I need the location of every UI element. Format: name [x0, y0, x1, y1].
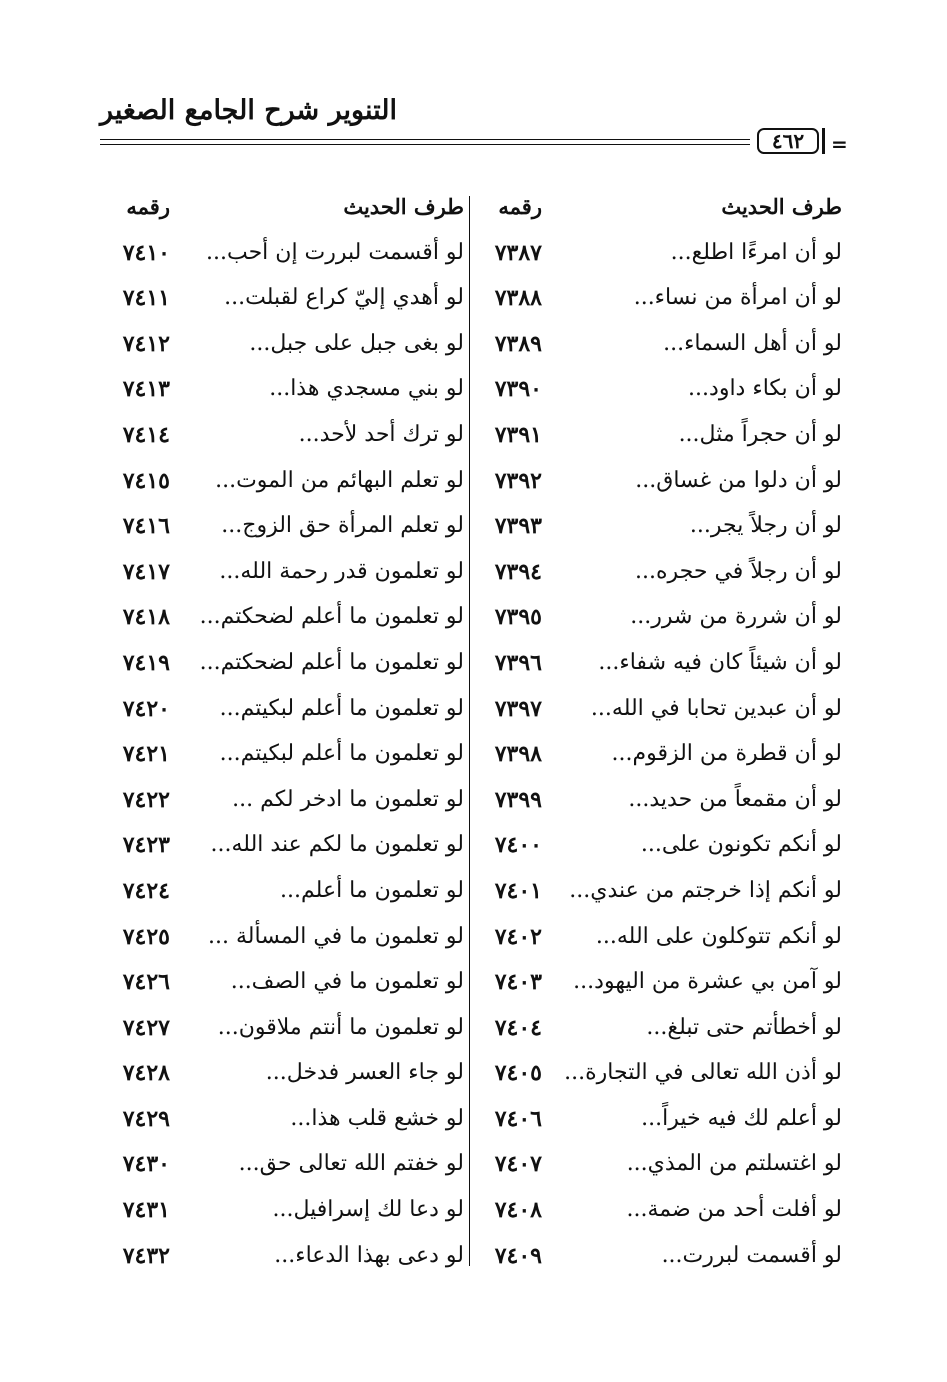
- hadith-number-right: ٧٣٩١: [494, 421, 542, 448]
- hadith-text-right: لو أقسمت لبررت...: [661, 1242, 842, 1268]
- table-row: [100, 509, 842, 555]
- hadith-index-table: [100, 190, 842, 1284]
- hadith-number-left: ٧٤١٦: [122, 513, 170, 540]
- hadith-number-right: ٧٤٠٦: [494, 1105, 542, 1132]
- hadith-text-right: لو آمن بي عشرة من اليهود...: [573, 969, 842, 995]
- page-number-frame: [757, 128, 819, 154]
- hadith-text-left: لو تعلمون ما لكم عند الله...: [210, 832, 464, 858]
- hadith-number-right: ٧٣٩٢: [494, 467, 542, 494]
- table-row: [100, 1056, 842, 1102]
- hadith-number-right: ٧٤٠١: [494, 877, 542, 904]
- hadith-text-right: لو أن رجلاً يجر...: [689, 513, 842, 539]
- hadith-text-right: لو أن شررة من شرر...: [630, 604, 842, 630]
- table-header-row: [100, 190, 842, 236]
- hadith-number-right: ٧٣٩٥: [494, 604, 542, 631]
- table-row: [100, 965, 842, 1011]
- page-number: ٤٦٢: [771, 129, 805, 153]
- hadith-number-left: ٧٤١٠: [122, 239, 170, 266]
- hadith-number-left: ٧٤٢٠: [122, 695, 170, 722]
- header-hadith-text-right: طرف الحديث: [721, 194, 842, 219]
- hadith-number-left: ٧٤٢١: [122, 741, 170, 768]
- hadith-text-right: لو أن مقمعاً من حديد...: [628, 786, 842, 812]
- hadith-text-right: لو أن بكاء داود...: [688, 376, 842, 402]
- hadith-number-left: ٧٤٢٨: [122, 1060, 170, 1087]
- table-row: [100, 874, 842, 920]
- hadith-text-right: لو أذن الله تعالى في التجارة...: [564, 1060, 842, 1086]
- hadith-number-right: ٧٤٠٣: [494, 969, 542, 996]
- hadith-text-left: لو بني مسجدي هذا...: [269, 376, 464, 402]
- hadith-text-left: لو تعلمون ما أعلم لضحكتم...: [199, 649, 464, 675]
- hadith-text-left: لو تعلمون ما أعلم لبكيتم...: [219, 695, 464, 721]
- hadith-number-left: ٧٤١٥: [122, 467, 170, 494]
- hadith-text-left: لو تعلمون ما في المسألة ...: [208, 923, 464, 949]
- hadith-text-left: لو دعا لك إسرافيل...: [272, 1197, 464, 1223]
- hadith-number-left: ٧٤٢٢: [122, 786, 170, 813]
- page-number-mark: =: [831, 132, 848, 156]
- hadith-number-right: ٧٣٩٣: [494, 513, 542, 540]
- table-row: [100, 920, 842, 966]
- hadith-text-left: لو تعلمون ما ادخر لكم ...: [232, 786, 464, 812]
- hadith-number-right: ٧٣٩٤: [494, 558, 542, 585]
- table-row: [100, 1147, 842, 1193]
- hadith-text-right: لو أن امرءًا اطلع...: [670, 239, 842, 265]
- hadith-number-right: ٧٣٩٧: [494, 695, 542, 722]
- hadith-number-left: ٧٤٢٦: [122, 969, 170, 996]
- header-hadith-number-left: رقمه: [126, 194, 170, 219]
- table-row: [100, 783, 842, 829]
- hadith-text-right: لو أن أهل السماء...: [663, 330, 842, 356]
- hadith-number-right: ٧٣٨٨: [494, 285, 542, 312]
- table-row: [100, 828, 842, 874]
- hadith-number-left: ٧٤٢٣: [122, 832, 170, 859]
- hadith-text-right: لو أنكم إذا خرجتم من عندي...: [569, 877, 842, 903]
- table-row: [100, 1011, 842, 1057]
- hadith-text-right: لو أن حجراً مثل...: [678, 421, 842, 447]
- hadith-number-right: ٧٣٩٦: [494, 649, 542, 676]
- table-row: [100, 327, 842, 373]
- table-row: [100, 600, 842, 646]
- hadith-number-right: ٧٤٠٨: [494, 1197, 542, 1224]
- hadith-text-right: لو أنكم تتوكلون على الله...: [595, 923, 842, 949]
- hadith-text-right: لو أعلم لك فيه خيراً...: [641, 1105, 842, 1131]
- table-row: [100, 1239, 842, 1285]
- hadith-text-right: لو أن امرأة من نساء...: [633, 285, 842, 311]
- hadith-text-left: لو أهدي إليّ كراع لقبلت...: [224, 285, 464, 311]
- hadith-number-right: ٧٤٠٠: [494, 832, 542, 859]
- hadith-number-right: ٧٤٠٥: [494, 1060, 542, 1087]
- hadith-text-left: لو ترك أحد لأحد...: [298, 421, 464, 447]
- hadith-text-left: لو تعلمون ما أعلم لبكيتم...: [219, 741, 464, 767]
- table-row: [100, 1102, 842, 1148]
- hadith-text-right: لو أن عبدين تحابا في الله...: [590, 695, 842, 721]
- hadith-number-right: ٧٣٩٠: [494, 376, 542, 403]
- hadith-number-left: ٧٤١٨: [122, 604, 170, 631]
- table-row: [100, 555, 842, 601]
- table-row: [100, 646, 842, 692]
- page-header: [100, 95, 848, 156]
- hadith-text-left: لو تعلمون ما أعلم لضحكتم...: [199, 604, 464, 630]
- hadith-number-right: ٧٣٩٨: [494, 741, 542, 768]
- hadith-text-left: لو تعلمون ما في الصف...: [230, 969, 464, 995]
- hadith-number-left: ٧٤١٢: [122, 330, 170, 357]
- hadith-text-left: لو تعلمون ما أنتم ملاقون...: [217, 1014, 464, 1040]
- hadith-text-left: لو دعى بهذا الدعاء...: [274, 1242, 464, 1268]
- table-row: [100, 236, 842, 282]
- hadith-number-right: ٧٤٠٤: [494, 1014, 542, 1041]
- hadith-number-left: ٧٤٢٤: [122, 877, 170, 904]
- hadith-number-right: ٧٤٠٧: [494, 1151, 542, 1178]
- hadith-text-right: لو أنكم تكونون على...: [640, 832, 842, 858]
- hadith-number-right: ٧٣٨٩: [494, 330, 542, 357]
- hadith-number-left: ٧٤٢٧: [122, 1014, 170, 1041]
- hadith-number-left: ٧٤٢٥: [122, 923, 170, 950]
- table-row: [100, 737, 842, 783]
- hadith-text-left: لو خفتم الله تعالى حق...: [238, 1151, 464, 1177]
- header-rule-top: [100, 139, 750, 140]
- table-row: [100, 1193, 842, 1239]
- hadith-text-left: لو تعلمون قدر رحمة الله...: [219, 558, 464, 584]
- header-rule-bottom: [100, 144, 750, 145]
- hadith-number-left: ٧٤١١: [122, 285, 170, 312]
- hadith-text-left: لو تعلم المرأة حق الزوج...: [221, 513, 464, 539]
- table-row: [100, 281, 842, 327]
- hadith-text-left: لو تعلم البهائم من الموت...: [215, 467, 464, 493]
- hadith-number-right: ٧٤٠٩: [494, 1242, 542, 1269]
- hadith-number-left: ٧٤١٤: [122, 421, 170, 448]
- table-row: [100, 418, 842, 464]
- hadith-text-right: لو أن دلوا من غساق...: [635, 467, 842, 493]
- hadith-number-left: ٧٤٣٢: [122, 1242, 170, 1269]
- hadith-text-right: لو أخطأتم حتى تبلغ...: [646, 1014, 842, 1040]
- hadith-text-left: لو تعلمون ما أعلم...: [280, 877, 464, 903]
- hadith-text-right: لو أن شيئاً كان فيه شفاء...: [598, 649, 842, 675]
- hadith-number-left: ٧٤٣٠: [122, 1151, 170, 1178]
- hadith-text-right: لو أفلت أحد من ضمة...: [626, 1197, 842, 1223]
- hadith-number-left: ٧٤٣١: [122, 1197, 170, 1224]
- hadith-text-left: لو أقسمت لبررت إن أحب...: [206, 239, 464, 265]
- hadith-text-right: لو اغتسلتم من المذي...: [626, 1151, 842, 1177]
- hadith-number-left: ٧٤١٣: [122, 376, 170, 403]
- hadith-text-left: لو خشع قلب هذا...: [290, 1105, 464, 1131]
- hadith-text-left: لو بغى جبل على جبل...: [249, 330, 464, 356]
- hadith-number-left: ٧٤٢٩: [122, 1105, 170, 1132]
- header-hadith-text-left: طرف الحديث: [343, 194, 464, 219]
- hadith-number-left: ٧٤١٩: [122, 649, 170, 676]
- hadith-text-right: لو أن قطرة من الزقوم...: [611, 741, 842, 767]
- hadith-number-right: ٧٣٨٧: [494, 239, 542, 266]
- hadith-number-right: ٧٤٠٢: [494, 923, 542, 950]
- hadith-number-right: ٧٣٩٩: [494, 786, 542, 813]
- header-hadith-number-right: رقمه: [498, 194, 542, 219]
- hadith-text-right: لو أن رجلاً في حجره...: [635, 558, 842, 584]
- table-row: [100, 372, 842, 418]
- hadith-number-left: ٧٤١٧: [122, 558, 170, 585]
- hadith-text-left: لو جاء العسر فدخل...: [265, 1060, 464, 1086]
- table-row: [100, 692, 842, 738]
- book-title: التنوير شرح الجامع الصغير: [100, 95, 397, 126]
- table-row: [100, 464, 842, 510]
